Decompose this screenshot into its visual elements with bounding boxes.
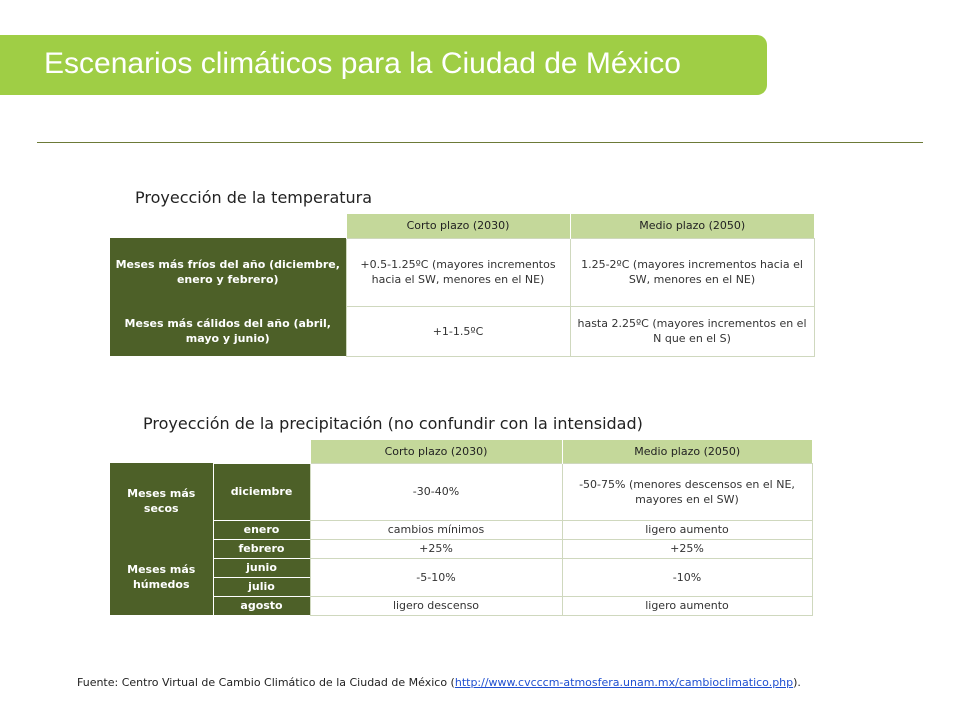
precipitation-table <box>110 440 813 616</box>
temperature-header-medium: Medio plazo (2050) <box>570 214 814 238</box>
source-footnote <box>77 676 801 689</box>
table-row <box>110 306 814 356</box>
precipitation-group-wet: Meses más húmedos <box>110 539 213 615</box>
precipitation-cell: cambios mínimos <box>310 520 562 539</box>
source-link[interactable]: http://www.cvcccm-atmosfera.unam.mx/cambioclimatico.php <box>454 676 794 689</box>
table-row <box>110 596 812 615</box>
temperature-cell: +1-1.5ºC <box>346 306 570 356</box>
month-label: agosto <box>213 596 310 615</box>
footnote-suffix: ). <box>793 676 801 689</box>
temperature-header-corner <box>110 214 346 238</box>
month-label: junio <box>213 558 310 577</box>
precipitation-header-medium: Medio plazo (2050) <box>562 440 812 463</box>
precipitation-cell: -30-40% <box>310 463 562 520</box>
table-row <box>110 520 812 539</box>
precipitation-header-corner <box>110 440 213 463</box>
precipitation-cell: ligero descenso <box>310 596 562 615</box>
precipitation-header-corner <box>213 440 310 463</box>
precipitation-header-short: Corto plazo (2030) <box>310 440 562 463</box>
precipitation-cell: +25% <box>562 539 812 558</box>
precipitation-cell: -5-10% <box>310 558 562 596</box>
footnote-prefix: Fuente: Centro Virtual de Cambio Climático de la Ciudad de México ( <box>77 676 455 689</box>
month-label: diciembre <box>213 463 310 520</box>
temperature-row-label: Meses más cálidos del año (abril, mayo y junio) <box>110 306 346 356</box>
temperature-header-short: Corto plazo (2030) <box>346 214 570 238</box>
page-title: Escenarios climáticos para la Ciudad de México <box>44 47 681 80</box>
table-row <box>110 238 814 306</box>
title-banner <box>0 35 767 95</box>
temperature-cell: hasta 2.25ºC (mayores incrementos en el N que en el S) <box>570 306 814 356</box>
month-label: febrero <box>213 539 310 558</box>
temperature-row-label: Meses más fríos del año (diciembre, enero y febrero) <box>110 238 346 306</box>
precipitation-cell: ligero aumento <box>562 520 812 539</box>
month-label: julio <box>213 577 310 596</box>
precipitation-group-dry: Meses más secos <box>110 463 213 539</box>
precipitation-cell: -50-75% (menores descensos en el NE, mayores en el SW) <box>562 463 812 520</box>
temperature-cell: 1.25-2ºC (mayores incrementos hacia el SW, menores en el NE) <box>570 238 814 306</box>
precipitation-cell: -10% <box>562 558 812 596</box>
precipitation-caption: Proyección de la precipitación (no confundir con la intensidad) <box>143 414 643 433</box>
temperature-caption: Proyección de la temperatura <box>135 188 373 207</box>
table-row <box>110 558 812 577</box>
table-row <box>110 463 812 520</box>
temperature-cell: +0.5-1.25ºC (mayores incrementos hacia el SW, menores en el NE) <box>346 238 570 306</box>
month-label: enero <box>213 520 310 539</box>
precipitation-cell: +25% <box>310 539 562 558</box>
table-row <box>110 539 812 558</box>
divider-line <box>37 142 923 143</box>
precipitation-cell: ligero aumento <box>562 596 812 615</box>
temperature-table <box>110 214 815 357</box>
